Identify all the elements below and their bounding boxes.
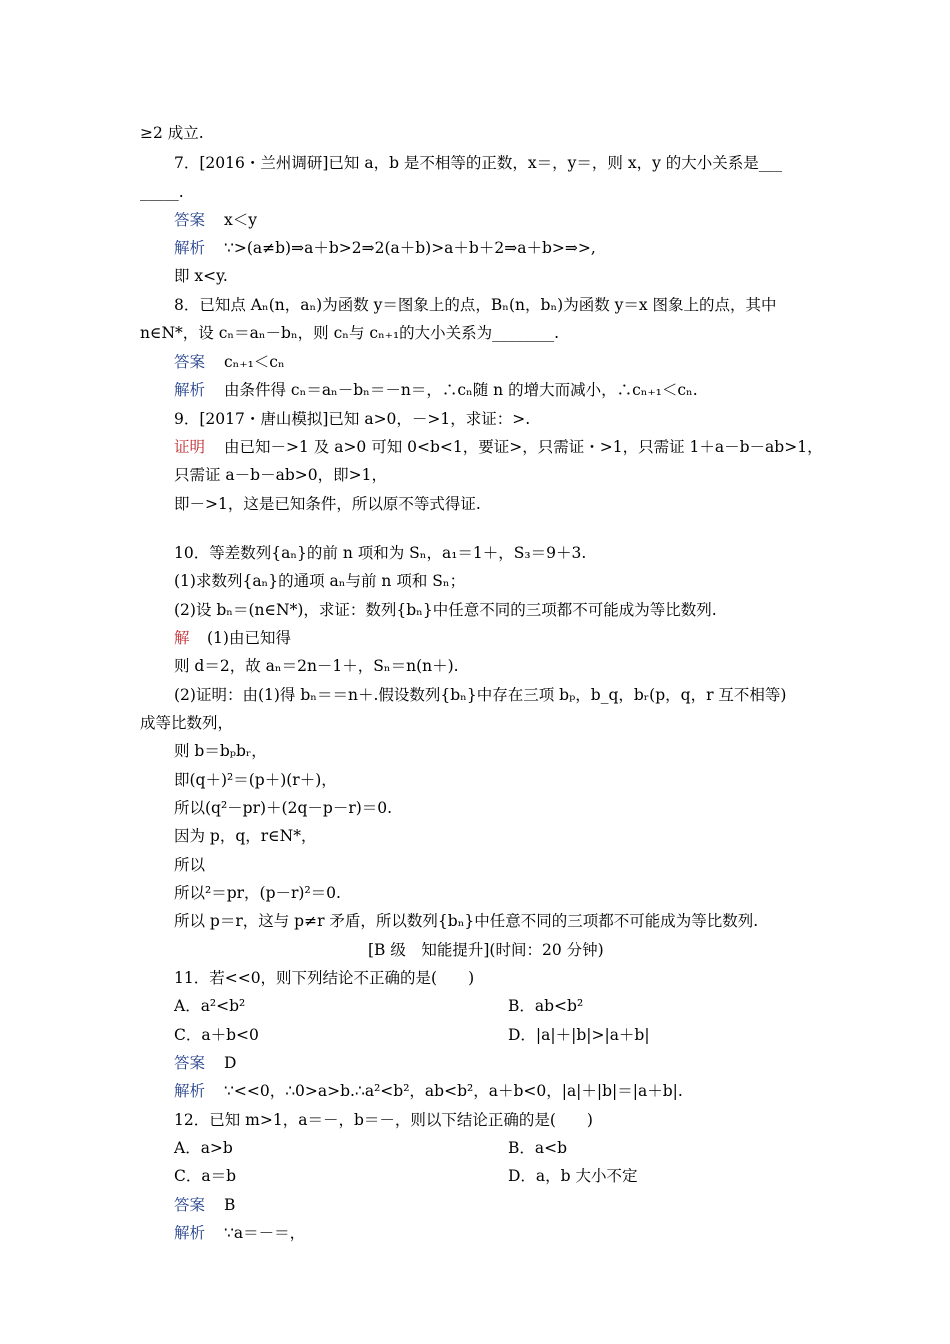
document-page: ≥2 成立. 7．[2016・兰州调研]已知 a，b 是不相等的正数，x＝，y＝，则 x，y 的大小关系是___ _____. 答案 x＜y 解析 ∵>(a≠b)⇒a＋b>2⇒2(a＋b)>a＋b＋2⇒a＋b>⇒>, 即 x<y. 8．已知点 Aₙ(n，aₙ)为函数 y＝图象上的点，Bₙ(n，bₙ)为函数 y＝x 图象上的点，其中 n∈N*，设 cₙ＝aₙ－bₙ，则 cₙ与 cₙ₊₁的大小关系为________. 答案 cₙ₊₁＜cₙ 解析 由条件得 cₙ＝aₙ－bₙ＝－n＝，∴cₙ随 n 的增大而减小，∴cₙ₊₁＜cₙ. 9．[2017・唐山模拟]已知 a>0，－>1，求证：>. 证明 由已知－>1 及 a>0 可知 0<b<1，要证>，只需证・>1，只需证 1＋a－b－ab>1， 只需证 a－b－ab>0，即>1， 即－>1，这是已知条件，所以原不等式得证. 10．等差数列{aₙ}的前 n 项和为 Sₙ，a₁＝1＋，S₃＝9＋3. (1)求数列{aₙ}的通项 aₙ与前 n 项和 Sₙ； (2)设 bₙ＝(n∈N*)，求证：数列{bₙ}中任意不同的三项都不可能成为等比数列. 解 (1)由已知得 则 d＝2，故 aₙ＝2n－1＋，Sₙ＝n(n＋). (2)证明：由(1)得 bₙ＝＝n＋.假设数列{bₙ}中存在三项 bₚ，b_q，bᵣ(p，q，r 互不相等) 成等比数列， 则 b＝bₚbᵣ， 即(q＋)²＝(p＋)(r＋)， 所以(q²－pr)＋(2q－p－r)＝0. 因为 p，q，r∈N*， 所以 所以²＝pr，(p－r)²＝0. 所以 p＝r，这与 p≠r 矛盾，所以数列{bₙ}中任意不同的三项都不可能成为等比数列. [B 级 知能提升](时间：20 分钟) 11．若<<0，则下列结论不正确的是( ) A．a²<b² B．ab<b² C．a＋b<0 D．|a|＋|b|>|a＋b| 答案 D 解析 ∵<<0，∴0>a>b.∴a²<b²，ab<b²，a＋b<0，|a|＋|b|＝|a＋b|. 12．已知 m>1，a＝－，b＝－，则以下结论正确的是( ) A．a>b B．a<b C．a＝b D．a，b 大小不定 答案 B 解析 ∵a＝－＝，: [140, 124, 823, 1242]
